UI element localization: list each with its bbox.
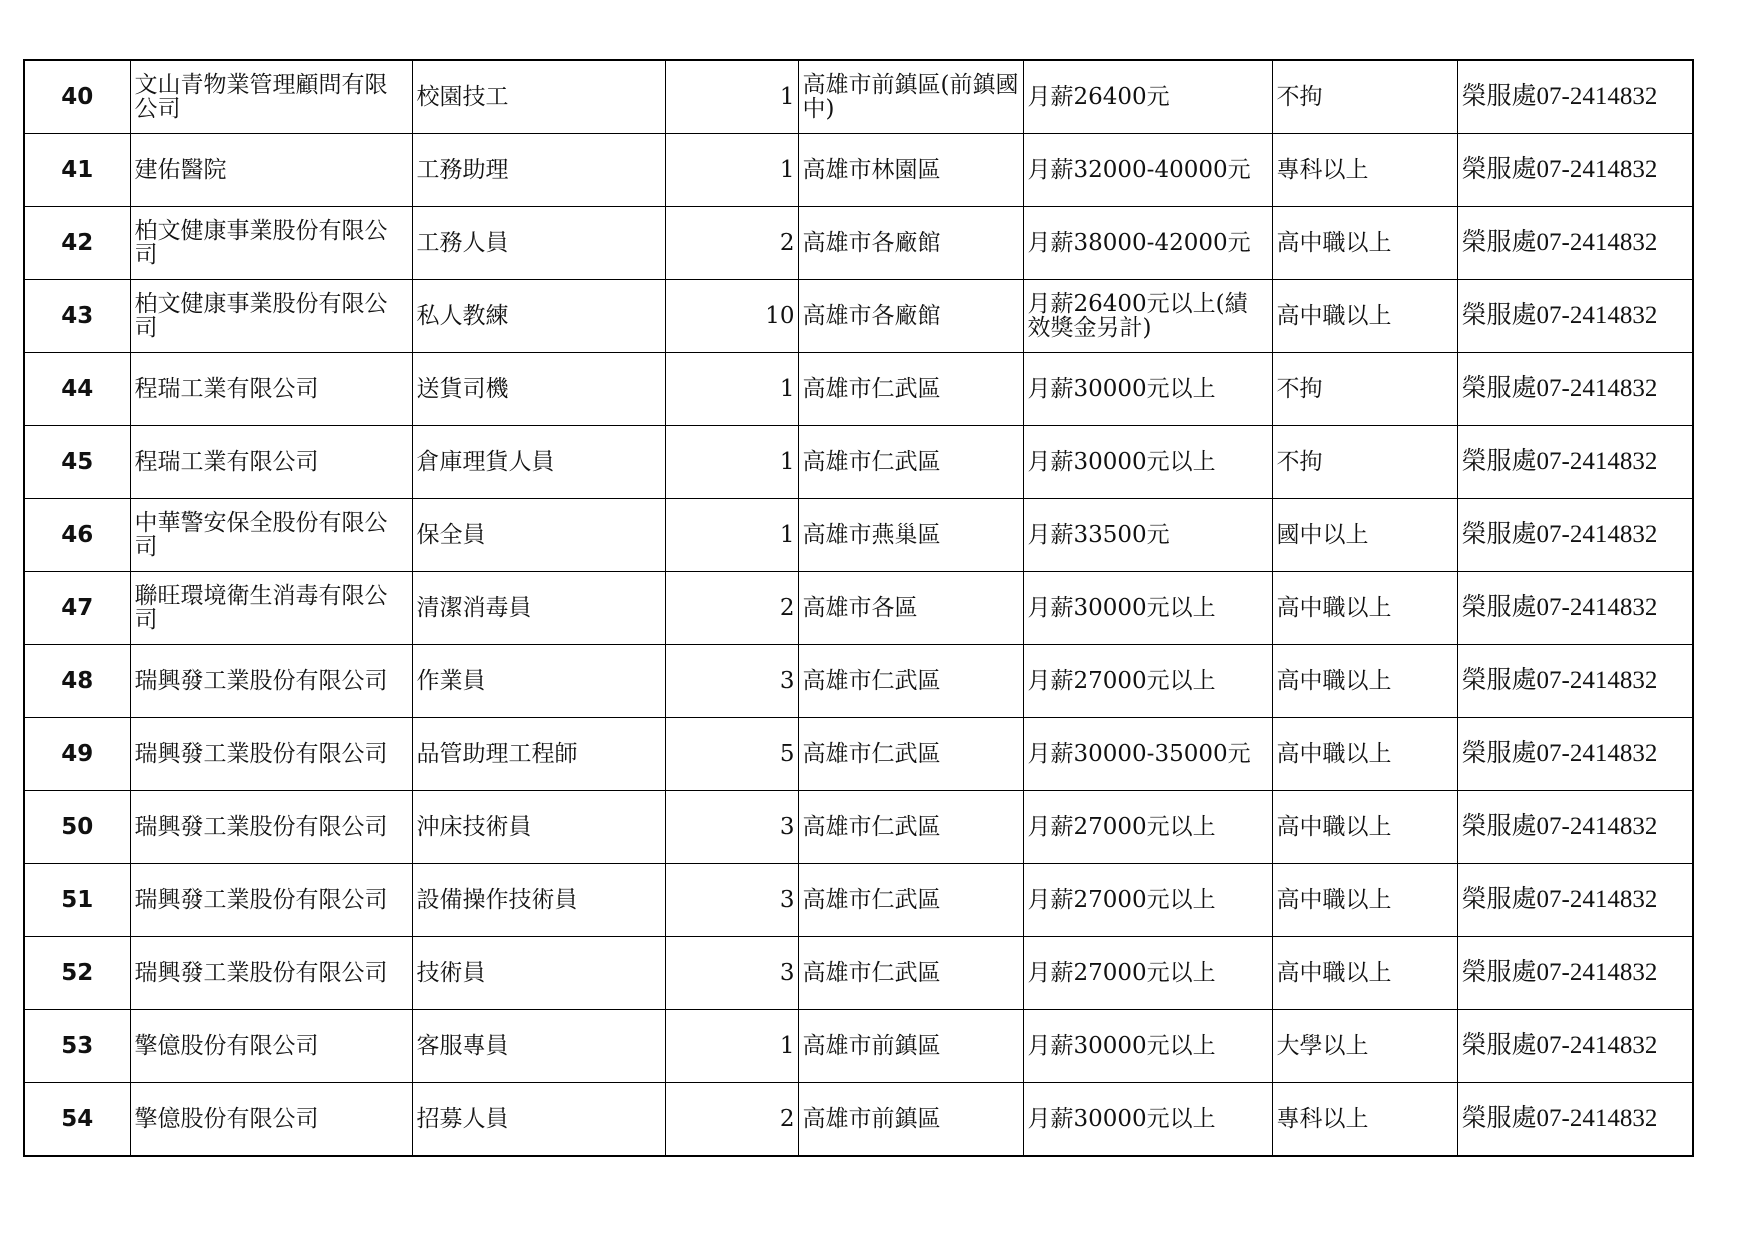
contact-cell: 榮服處07-2414832 (1457, 791, 1693, 864)
work-location-cell: 高雄市燕巢區 (798, 499, 1023, 572)
work-location-cell: 高雄市前鎮區 (798, 1083, 1023, 1157)
company-cell: 建佑醫院 (130, 134, 412, 207)
table-row (24, 353, 1693, 426)
salary-cell: 月薪27000元以上 (1023, 791, 1272, 864)
education-requirement-cell: 不拘 (1272, 426, 1457, 499)
salary-cell: 月薪26400元 (1023, 60, 1272, 134)
company-cell: 瑞興發工業股份有限公司 (130, 645, 412, 718)
education-requirement-cell: 專科以上 (1272, 134, 1457, 207)
company-cell: 程瑞工業有限公司 (130, 426, 412, 499)
salary-cell: 月薪27000元以上 (1023, 937, 1272, 1010)
table-row (24, 572, 1693, 645)
row-number-cell: 51 (24, 864, 130, 937)
table-row (24, 1010, 1693, 1083)
position-cell: 保全員 (412, 499, 665, 572)
openings-count-cell: 5 (665, 718, 798, 791)
contact-cell: 榮服處07-2414832 (1457, 353, 1693, 426)
work-location-cell: 高雄市仁武區 (798, 353, 1023, 426)
work-location-cell: 高雄市各廠館 (798, 207, 1023, 280)
salary-cell: 月薪32000-40000元 (1023, 134, 1272, 207)
table-row (24, 60, 1693, 134)
row-number-cell: 52 (24, 937, 130, 1010)
table-row (24, 937, 1693, 1010)
salary-cell: 月薪30000元以上 (1023, 1010, 1272, 1083)
work-location-cell: 高雄市仁武區 (798, 864, 1023, 937)
contact-cell: 榮服處07-2414832 (1457, 60, 1693, 134)
company-cell: 文山青物業管理顧問有限公司 (130, 60, 412, 134)
work-location-cell: 高雄市仁武區 (798, 645, 1023, 718)
row-number-cell: 46 (24, 499, 130, 572)
contact-cell: 榮服處07-2414832 (1457, 572, 1693, 645)
company-cell: 聯旺環境衛生消毒有限公司 (130, 572, 412, 645)
work-location-cell: 高雄市仁武區 (798, 937, 1023, 1010)
table-row (24, 1083, 1693, 1157)
openings-count-cell: 1 (665, 499, 798, 572)
education-requirement-cell: 大學以上 (1272, 1010, 1457, 1083)
position-cell: 倉庫理貨人員 (412, 426, 665, 499)
openings-count-cell: 1 (665, 426, 798, 499)
openings-count-cell: 2 (665, 572, 798, 645)
row-number-cell: 41 (24, 134, 130, 207)
openings-count-cell: 3 (665, 864, 798, 937)
row-number-cell: 42 (24, 207, 130, 280)
work-location-cell: 高雄市各區 (798, 572, 1023, 645)
position-cell: 清潔消毒員 (412, 572, 665, 645)
openings-count-cell: 2 (665, 1083, 798, 1157)
row-number-cell: 45 (24, 426, 130, 499)
position-cell: 送貨司機 (412, 353, 665, 426)
education-requirement-cell: 高中職以上 (1272, 572, 1457, 645)
education-requirement-cell: 高中職以上 (1272, 937, 1457, 1010)
contact-cell: 榮服處07-2414832 (1457, 134, 1693, 207)
education-requirement-cell: 專科以上 (1272, 1083, 1457, 1157)
education-requirement-cell: 高中職以上 (1272, 645, 1457, 718)
work-location-cell: 高雄市仁武區 (798, 718, 1023, 791)
table-row (24, 499, 1693, 572)
row-number-cell: 44 (24, 353, 130, 426)
salary-cell: 月薪30000元以上 (1023, 572, 1272, 645)
education-requirement-cell: 高中職以上 (1272, 718, 1457, 791)
openings-count-cell: 1 (665, 1010, 798, 1083)
contact-cell: 榮服處07-2414832 (1457, 1083, 1693, 1157)
education-requirement-cell: 高中職以上 (1272, 207, 1457, 280)
openings-count-cell: 1 (665, 60, 798, 134)
work-location-cell: 高雄市仁武區 (798, 791, 1023, 864)
openings-count-cell: 3 (665, 791, 798, 864)
company-cell: 中華警安保全股份有限公司 (130, 499, 412, 572)
openings-count-cell: 1 (665, 353, 798, 426)
openings-count-cell: 1 (665, 134, 798, 207)
salary-cell: 月薪26400元以上(績效獎金另計) (1023, 280, 1272, 353)
education-requirement-cell: 國中以上 (1272, 499, 1457, 572)
work-location-cell: 高雄市前鎮區(前鎮國中) (798, 60, 1023, 134)
openings-count-cell: 3 (665, 937, 798, 1010)
work-location-cell: 高雄市林園區 (798, 134, 1023, 207)
salary-cell: 月薪38000-42000元 (1023, 207, 1272, 280)
table-row (24, 280, 1693, 353)
position-cell: 品管助理工程師 (412, 718, 665, 791)
row-number-cell: 49 (24, 718, 130, 791)
table-row (24, 645, 1693, 718)
table-row (24, 718, 1693, 791)
row-number-cell: 47 (24, 572, 130, 645)
education-requirement-cell: 不拘 (1272, 60, 1457, 134)
openings-count-cell: 3 (665, 645, 798, 718)
education-requirement-cell: 高中職以上 (1272, 864, 1457, 937)
openings-count-cell: 2 (665, 207, 798, 280)
salary-cell: 月薪30000元以上 (1023, 353, 1272, 426)
table-row (24, 426, 1693, 499)
company-cell: 柏文健康事業股份有限公司 (130, 207, 412, 280)
openings-count-cell: 10 (665, 280, 798, 353)
job-listing-table (23, 59, 1694, 1157)
company-cell: 程瑞工業有限公司 (130, 353, 412, 426)
salary-cell: 月薪30000元以上 (1023, 426, 1272, 499)
education-requirement-cell: 高中職以上 (1272, 280, 1457, 353)
salary-cell: 月薪30000-35000元 (1023, 718, 1272, 791)
row-number-cell: 50 (24, 791, 130, 864)
company-cell: 瑞興發工業股份有限公司 (130, 937, 412, 1010)
contact-cell: 榮服處07-2414832 (1457, 426, 1693, 499)
salary-cell: 月薪27000元以上 (1023, 645, 1272, 718)
position-cell: 作業員 (412, 645, 665, 718)
contact-cell: 榮服處07-2414832 (1457, 645, 1693, 718)
education-requirement-cell: 不拘 (1272, 353, 1457, 426)
table-row (24, 791, 1693, 864)
position-cell: 設備操作技術員 (412, 864, 665, 937)
job-table-body (24, 60, 1693, 1156)
company-cell: 擎億股份有限公司 (130, 1083, 412, 1157)
row-number-cell: 43 (24, 280, 130, 353)
position-cell: 客服專員 (412, 1010, 665, 1083)
company-cell: 瑞興發工業股份有限公司 (130, 864, 412, 937)
company-cell: 柏文健康事業股份有限公司 (130, 280, 412, 353)
table-row (24, 134, 1693, 207)
table-row (24, 864, 1693, 937)
salary-cell: 月薪27000元以上 (1023, 864, 1272, 937)
row-number-cell: 40 (24, 60, 130, 134)
contact-cell: 榮服處07-2414832 (1457, 1010, 1693, 1083)
company-cell: 瑞興發工業股份有限公司 (130, 718, 412, 791)
company-cell: 瑞興發工業股份有限公司 (130, 791, 412, 864)
company-cell: 擎億股份有限公司 (130, 1010, 412, 1083)
position-cell: 校園技工 (412, 60, 665, 134)
row-number-cell: 48 (24, 645, 130, 718)
row-number-cell: 53 (24, 1010, 130, 1083)
salary-cell: 月薪30000元以上 (1023, 1083, 1272, 1157)
contact-cell: 榮服處07-2414832 (1457, 718, 1693, 791)
work-location-cell: 高雄市仁武區 (798, 426, 1023, 499)
contact-cell: 榮服處07-2414832 (1457, 937, 1693, 1010)
position-cell: 沖床技術員 (412, 791, 665, 864)
contact-cell: 榮服處07-2414832 (1457, 499, 1693, 572)
work-location-cell: 高雄市各廠館 (798, 280, 1023, 353)
row-number-cell: 54 (24, 1083, 130, 1157)
position-cell: 工務人員 (412, 207, 665, 280)
contact-cell: 榮服處07-2414832 (1457, 280, 1693, 353)
position-cell: 私人教練 (412, 280, 665, 353)
contact-cell: 榮服處07-2414832 (1457, 207, 1693, 280)
salary-cell: 月薪33500元 (1023, 499, 1272, 572)
contact-cell: 榮服處07-2414832 (1457, 864, 1693, 937)
position-cell: 工務助理 (412, 134, 665, 207)
position-cell: 技術員 (412, 937, 665, 1010)
work-location-cell: 高雄市前鎮區 (798, 1010, 1023, 1083)
position-cell: 招募人員 (412, 1083, 665, 1157)
education-requirement-cell: 高中職以上 (1272, 791, 1457, 864)
table-row (24, 207, 1693, 280)
